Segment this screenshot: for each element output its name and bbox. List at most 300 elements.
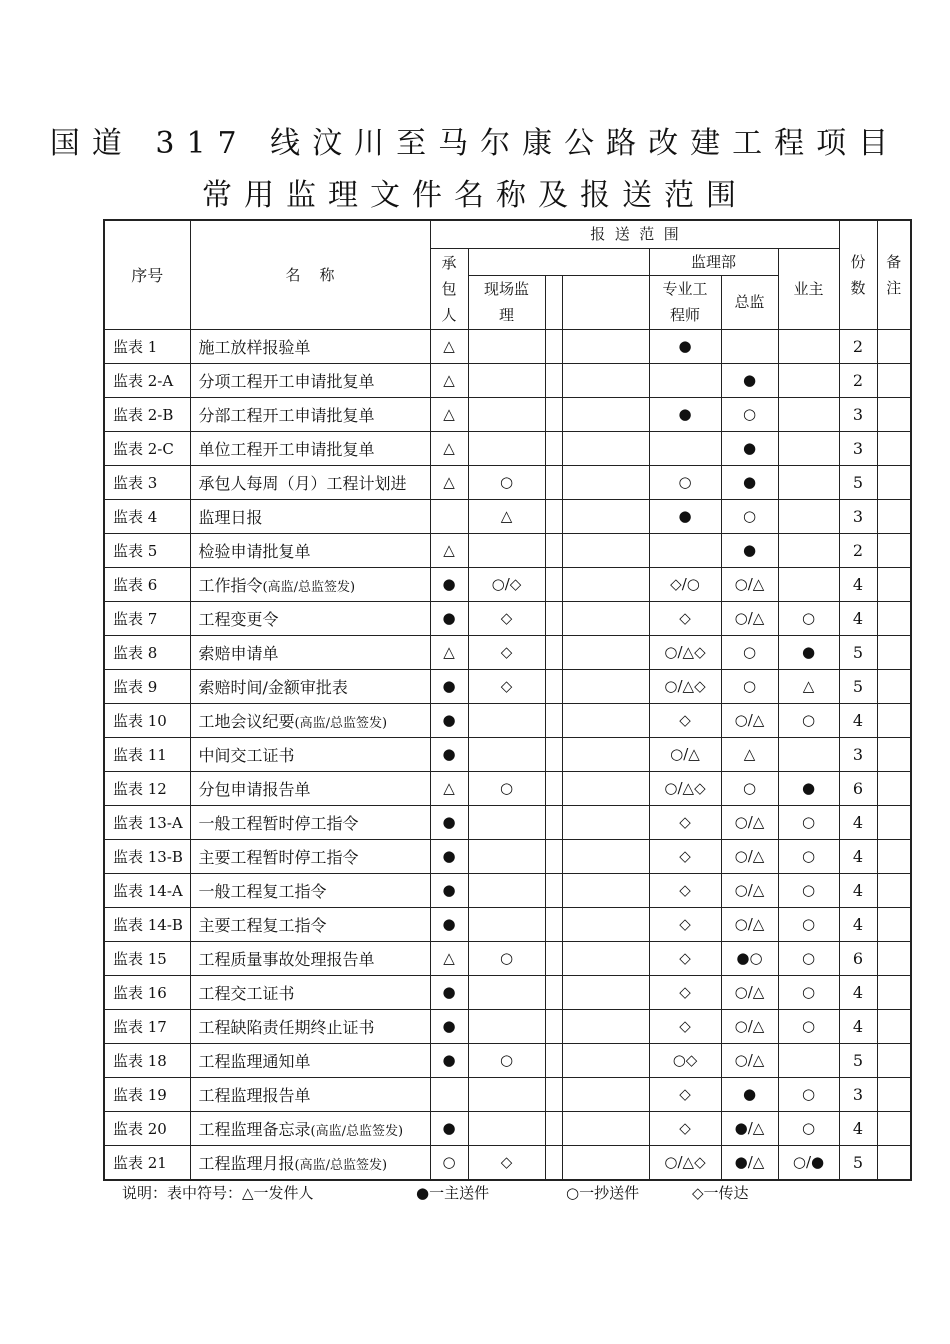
row-blank [562,1077,649,1111]
row-engineer: ○◇ [649,1043,721,1077]
row-owner: ○ [778,941,839,975]
row-name [190,567,430,601]
row-copies: 2 [839,363,877,397]
row-site [468,873,545,907]
row-contractor: ● [430,669,468,703]
row-copies: 5 [839,1043,877,1077]
row-site [468,397,545,431]
table-row [104,397,911,431]
table-row [104,601,911,635]
row-name-text: 索赔时间/金额审批表 [198,677,348,697]
row-name-note: (高监/总监签发) [262,579,356,595]
row-owner: ○ [778,873,839,907]
row-blank [562,771,649,805]
row-name-text: 工程质量事故处理报告单 [198,949,375,969]
row-owner: ○ [778,1009,839,1043]
row-name [190,975,430,1009]
row-blank [562,1009,649,1043]
row-name [190,397,430,431]
row-owner [778,363,839,397]
row-site [468,907,545,941]
row-chief: ○/△ [721,703,778,737]
row-name [190,1111,430,1145]
row-code: 监表 17 [104,1009,190,1043]
row-owner [778,499,839,533]
row-site: ○ [468,771,545,805]
table-row [104,975,911,1009]
row-chief: ● [721,431,778,465]
row-chief: ●/△ [721,1145,778,1180]
row-name-text: 中间交工证书 [198,745,295,765]
table-row [104,839,911,873]
row-name [190,1009,430,1043]
row-code: 监表 19 [104,1077,190,1111]
row-contractor: ○ [430,1145,468,1180]
row-name [190,941,430,975]
row-engineer: ○ [649,465,721,499]
row-blank [562,975,649,1009]
row-name [190,907,430,941]
row-copies: 3 [839,397,877,431]
row-copies: 4 [839,1111,877,1145]
row-copies: 6 [839,771,877,805]
row-code: 监表 16 [104,975,190,1009]
header-site: 现场监理 [468,275,545,329]
row-site [468,737,545,771]
row-remark [877,363,911,397]
row-site [468,363,545,397]
row-owner [778,431,839,465]
row-code: 监表 14-B [104,907,190,941]
row-contractor: △ [430,465,468,499]
row-engineer: ○/△◇ [649,771,721,805]
table-row [104,771,911,805]
document-table [103,219,912,1181]
row-blank [562,329,649,363]
row-blank [562,1145,649,1180]
row-blank [545,363,562,397]
row-site: ◇ [468,669,545,703]
row-name-text: 分包申请报告单 [198,779,311,799]
row-chief: ● [721,533,778,567]
row-name-text: 检验申请批复单 [198,541,311,561]
row-engineer [649,533,721,567]
row-blank [545,1009,562,1043]
row-remark [877,907,911,941]
row-owner: ○/● [778,1145,839,1180]
row-blank [545,567,562,601]
row-name-text: 承包人每周（月）工程计划进 [198,473,407,493]
row-copies: 3 [839,499,877,533]
row-chief: ● [721,1077,778,1111]
row-remark [877,601,911,635]
row-chief: ● [721,465,778,499]
row-blank [545,975,562,1009]
row-remark [877,1077,911,1111]
row-name [190,363,430,397]
legend-main: ●一主送件 [416,1184,490,1202]
row-blank [562,703,649,737]
row-site [468,329,545,363]
row-engineer: ◇ [649,975,721,1009]
row-site [468,703,545,737]
row-blank [562,397,649,431]
row-chief: ○/△ [721,805,778,839]
row-chief: ○/△ [721,601,778,635]
table-row [104,567,911,601]
row-site: ○ [468,465,545,499]
row-site: ○/◇ [468,567,545,601]
row-engineer: ◇ [649,1009,721,1043]
row-site: △ [468,499,545,533]
row-engineer: ◇ [649,703,721,737]
row-remark [877,499,911,533]
row-blank [545,669,562,703]
row-blank [562,363,649,397]
row-blank [562,1111,649,1145]
row-owner: △ [778,669,839,703]
row-copies: 4 [839,1009,877,1043]
row-code: 监表 10 [104,703,190,737]
row-blank [545,431,562,465]
header-blank-3 [562,275,649,329]
row-name [190,499,430,533]
row-blank [545,805,562,839]
row-remark [877,805,911,839]
row-owner [778,533,839,567]
row-name [190,635,430,669]
row-site [468,1077,545,1111]
row-engineer: ○/△◇ [649,1145,721,1180]
row-blank [545,703,562,737]
row-copies: 2 [839,329,877,363]
row-blank [545,1111,562,1145]
row-owner: ○ [778,839,839,873]
row-name-text: 单位工程开工申请批复单 [198,439,375,459]
row-copies: 4 [839,907,877,941]
row-remark [877,465,911,499]
row-code: 监表 13-B [104,839,190,873]
table-row [104,1077,911,1111]
header-blank-2 [545,275,562,329]
row-name-text: 一般工程暂时停工指令 [198,813,359,833]
row-blank [545,635,562,669]
row-contractor: ● [430,907,468,941]
row-blank [545,533,562,567]
table-row [104,533,911,567]
row-code: 监表 12 [104,771,190,805]
row-copies: 5 [839,465,877,499]
row-contractor: ● [430,805,468,839]
row-copies: 4 [839,567,877,601]
row-code: 监表 1 [104,329,190,363]
row-name [190,1145,430,1180]
row-name [190,1043,430,1077]
row-site: ◇ [468,635,545,669]
row-contractor: ● [430,1043,468,1077]
row-site [468,533,545,567]
table-row [104,941,911,975]
row-chief: ○/△ [721,839,778,873]
row-contractor: ● [430,873,468,907]
row-site: ○ [468,941,545,975]
row-engineer: ○/△ [649,737,721,771]
row-name-text: 工程缺陷责任期终止证书 [198,1017,375,1037]
row-name-note: (高监/总监签发) [294,715,388,731]
row-blank [545,941,562,975]
table-row [104,1043,911,1077]
row-remark [877,329,911,363]
row-blank [562,533,649,567]
row-code: 监表 5 [104,533,190,567]
row-site [468,805,545,839]
table-row [104,363,911,397]
row-contractor: ● [430,601,468,635]
row-blank [545,397,562,431]
row-blank [562,839,649,873]
header-copies: 份数 [839,220,877,329]
row-copies: 4 [839,873,877,907]
row-remark [877,771,911,805]
row-blank [562,499,649,533]
row-chief [721,329,778,363]
row-site: ○ [468,1043,545,1077]
row-owner: ○ [778,907,839,941]
row-name-text: 主要工程暂时停工指令 [198,847,359,867]
row-name-note: (高监/总监签发) [310,1123,404,1139]
row-blank [545,907,562,941]
row-remark [877,635,911,669]
row-contractor: ● [430,1009,468,1043]
row-blank [562,465,649,499]
row-contractor: △ [430,533,468,567]
row-copies: 5 [839,1145,877,1180]
row-blank [562,635,649,669]
table-row [104,431,911,465]
row-copies: 3 [839,431,877,465]
row-code: 监表 2-A [104,363,190,397]
row-chief: ○ [721,771,778,805]
row-code: 监表 8 [104,635,190,669]
row-copies: 4 [839,839,877,873]
row-blank [562,941,649,975]
row-contractor: ● [430,567,468,601]
row-remark [877,737,911,771]
header-dept: 监理部 [649,248,778,275]
row-contractor: △ [430,329,468,363]
row-blank [545,771,562,805]
header-seq: 序号 [104,220,190,329]
row-copies: 3 [839,1077,877,1111]
row-copies: 5 [839,635,877,669]
row-blank [562,431,649,465]
row-owner [778,737,839,771]
row-remark [877,533,911,567]
row-contractor: △ [430,941,468,975]
row-name [190,533,430,567]
row-code: 监表 21 [104,1145,190,1180]
table-row [104,805,911,839]
table-row [104,873,911,907]
row-contractor: △ [430,635,468,669]
row-name-text: 工程变更令 [198,609,279,629]
row-code: 监表 20 [104,1111,190,1145]
row-owner: ○ [778,1077,839,1111]
row-blank [562,669,649,703]
row-name-text: 工作指令 [198,575,263,595]
table-row [104,703,911,737]
row-code: 监表 4 [104,499,190,533]
row-owner: ○ [778,703,839,737]
row-owner [778,397,839,431]
row-chief: ○/△ [721,873,778,907]
row-chief: ○/△ [721,1009,778,1043]
table-row [104,465,911,499]
row-owner [778,329,839,363]
row-engineer: ◇/○ [649,567,721,601]
row-owner [778,567,839,601]
row-name-text: 工程监理月报 [198,1153,295,1173]
row-engineer: ○/△◇ [649,635,721,669]
table-row [104,737,911,771]
row-contractor: △ [430,431,468,465]
row-site [468,1009,545,1043]
header-remark: 备注 [877,220,911,329]
row-copies: 5 [839,669,877,703]
row-blank [545,329,562,363]
row-code: 监表 7 [104,601,190,635]
row-engineer: ● [649,499,721,533]
row-owner: ● [778,771,839,805]
row-name-text: 一般工程复工指令 [198,881,327,901]
row-chief: ●○ [721,941,778,975]
row-name [190,703,430,737]
row-owner: ○ [778,601,839,635]
row-blank [545,1145,562,1180]
row-site [468,431,545,465]
row-chief: ○ [721,499,778,533]
header-chief: 总监 [721,275,778,329]
row-chief: ○ [721,397,778,431]
row-blank [545,737,562,771]
row-name [190,431,430,465]
row-chief: ○/△ [721,1043,778,1077]
row-code: 监表 3 [104,465,190,499]
row-site [468,975,545,1009]
row-remark [877,975,911,1009]
row-remark [877,1043,911,1077]
row-name [190,771,430,805]
row-chief: ○ [721,669,778,703]
row-contractor: ● [430,737,468,771]
row-blank [545,601,562,635]
title-line-2: 常用监理文件名称及报送范围 [202,178,748,213]
row-code: 监表 2-C [104,431,190,465]
row-engineer: ◇ [649,941,721,975]
header-scope: 报 送 范 围 [430,220,839,248]
row-site: ◇ [468,601,545,635]
row-name-text: 工程交工证书 [198,983,295,1003]
row-engineer: ◇ [649,1111,721,1145]
row-remark [877,839,911,873]
row-site [468,1111,545,1145]
row-blank [545,1043,562,1077]
row-name [190,805,430,839]
row-engineer [649,431,721,465]
row-chief: ●/△ [721,1111,778,1145]
header-contractor: 承包人 [430,248,468,329]
row-code: 监表 9 [104,669,190,703]
row-name [190,737,430,771]
row-remark [877,431,911,465]
row-name [190,465,430,499]
table-row [104,907,911,941]
header-name: 名 称 [190,220,430,329]
row-blank [562,601,649,635]
row-engineer: ◇ [649,1077,721,1111]
row-chief: ○/△ [721,567,778,601]
row-owner: ○ [778,805,839,839]
row-blank [545,1077,562,1111]
row-chief: △ [721,737,778,771]
row-contractor: △ [430,771,468,805]
row-name-text: 工地会议纪要 [198,711,295,731]
row-name-text: 分部工程开工申请批复单 [198,405,375,425]
row-blank [545,499,562,533]
row-copies: 3 [839,737,877,771]
row-remark [877,703,911,737]
row-name-note: (高监/总监签发) [294,1157,388,1173]
table-row [104,1009,911,1043]
row-site [468,839,545,873]
row-chief: ○ [721,635,778,669]
row-contractor: ● [430,1111,468,1145]
row-engineer: ● [649,329,721,363]
row-name-text: 分项工程开工申请批复单 [198,371,375,391]
row-contractor [430,1077,468,1111]
row-engineer: ◇ [649,805,721,839]
row-name [190,601,430,635]
row-remark [877,1145,911,1180]
row-remark [877,669,911,703]
row-chief: ● [721,363,778,397]
row-engineer: ◇ [649,839,721,873]
row-code: 监表 11 [104,737,190,771]
row-name-text: 施工放样报验单 [198,337,311,357]
row-blank [562,907,649,941]
row-name [190,839,430,873]
row-code: 监表 18 [104,1043,190,1077]
row-blank [545,873,562,907]
row-owner: ○ [778,1111,839,1145]
row-owner [778,1043,839,1077]
table-row [104,669,911,703]
row-remark [877,397,911,431]
row-engineer: ◇ [649,873,721,907]
row-code: 监表 6 [104,567,190,601]
row-blank [562,805,649,839]
row-engineer [649,363,721,397]
header-engineer: 专业工程师 [649,275,721,329]
row-contractor: △ [430,397,468,431]
row-contractor: ● [430,975,468,1009]
row-blank [562,567,649,601]
row-engineer: ◇ [649,907,721,941]
header-blank [468,248,649,275]
row-name-text: 工程监理报告单 [198,1085,311,1105]
row-code: 监表 14-A [104,873,190,907]
table-row [104,1145,911,1180]
